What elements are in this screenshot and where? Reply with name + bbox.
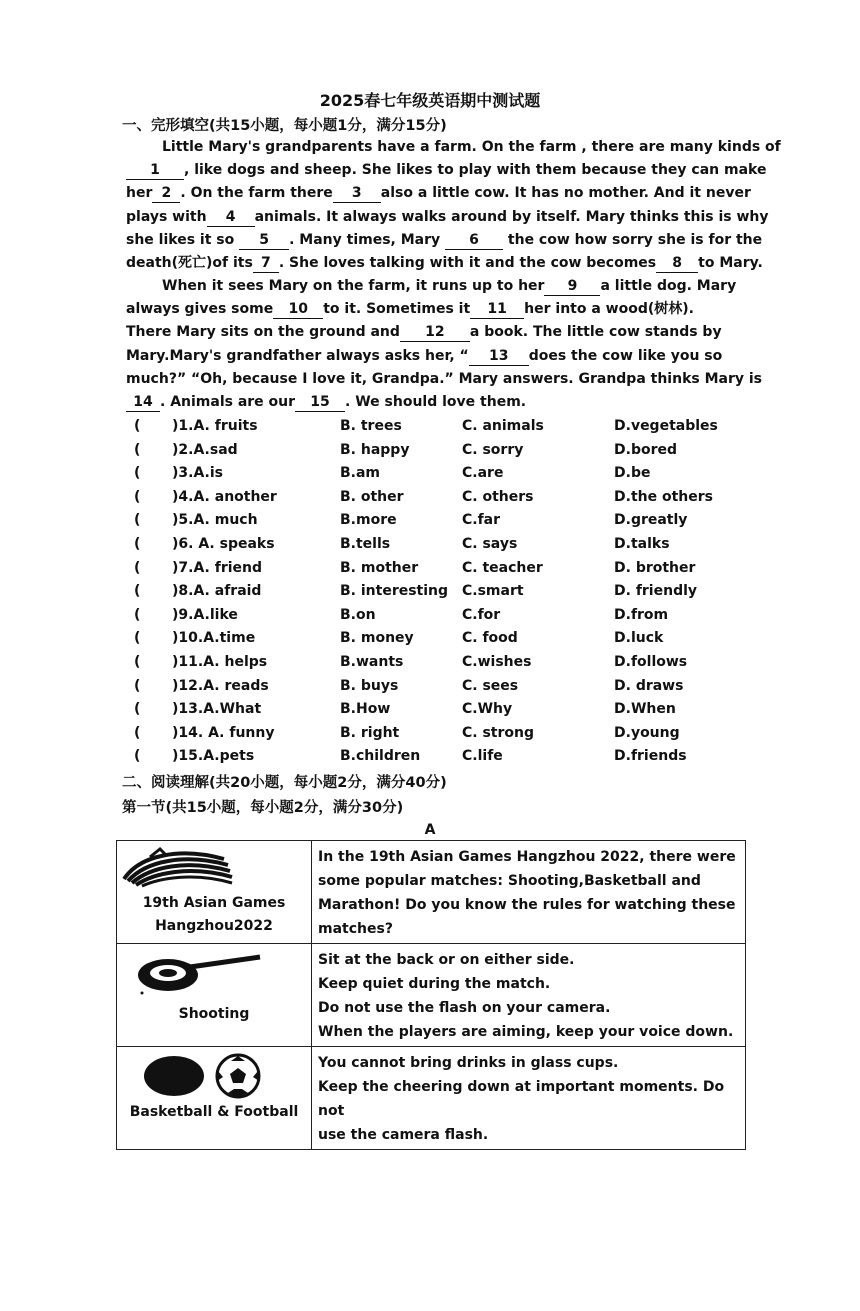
option-d: D. friendly [614,583,698,600]
passage-text: , like dogs and sheep. She likes to play with them because they can make [184,162,767,179]
asian-games-caption: Hangzhou2022 [155,918,273,934]
table-text-line: Keep the cheering down at important moments. Do not [318,1079,725,1119]
passage-text: also a little cow. It has no mother. And it never [380,185,751,202]
option-a: )5.A. much [172,512,258,529]
football-icon [217,1055,259,1097]
passage-letter: A [424,822,436,838]
option-row [134,442,754,466]
option-b: B. right [340,724,400,741]
option-b: B. other [340,488,404,505]
table-text-line: When the players are aiming, keep your voice down. [318,1024,734,1040]
passage-text: . On the farm there [180,185,333,202]
asian-games-logo-icon [120,845,240,889]
option-row [134,583,754,607]
passage-text: to it. Sometimes it [323,301,471,318]
blank-15: 15 [295,393,345,412]
shooting-caption: Shooting [178,1006,250,1022]
blank-11: 11 [470,300,524,319]
option-row [134,512,754,536]
asian-games-caption: 19th Asian Games [142,895,286,911]
shooting-cell [117,944,312,1047]
option-c: C.far [462,512,501,529]
blank-7: 7 [253,254,279,273]
passage-text: the cow how sorry she is for the [507,231,763,248]
option-c: C. says [462,535,518,552]
option-c: C. animals [462,418,544,434]
option-a: )15.A.pets [172,748,255,765]
option-a: )7.A. friend [172,559,263,576]
blank-3: 3 [333,184,381,203]
table-text-line: Marathon! Do you know the rules for watching these [318,897,736,913]
shooting-target-icon [128,949,268,999]
option-d: D.vegetables [614,418,718,434]
answer-paren: ( [134,701,141,718]
passage-line: Little Mary's grandparents have a farm. On the farm , there are many kinds of [162,139,781,155]
blank-1: 1 [126,161,184,180]
blank-14: 14 [126,393,160,412]
option-a: )12.A. reads [172,677,269,694]
option-d: D.young [614,724,680,741]
ball-games-rules-cell [312,1047,746,1150]
option-row [134,489,754,513]
option-a: )13.A.What [172,701,262,718]
option-b: B. trees [340,418,402,434]
answer-paren: ( [134,465,141,482]
table-text-line: You cannot bring drinks in glass cups. [318,1055,619,1071]
option-a: )1.A. fruits [172,418,258,434]
option-d: D.friends [614,748,687,765]
option-b: B.am [340,465,381,482]
option-c: C. strong [462,724,535,741]
blank-5: 5 [239,231,289,250]
option-a: )2.A.sad [172,441,238,458]
table-text-line: In the 19th Asian Games Hangzhou 2022, there were [318,849,736,865]
option-c: C. sees [462,677,519,694]
option-c: C.smart [462,583,524,600]
option-a: )9.A.like [172,606,238,623]
option-d: D.talks [614,535,670,552]
option-row [134,748,754,772]
blank-9: 9 [544,277,600,296]
option-d: D. draws [614,677,684,694]
option-a: )10.A.time [172,630,256,647]
option-c: C. sorry [462,441,524,458]
section1-heading: 一、完形填空(共15小题，每小题1分，满分15分) [122,118,447,134]
option-c: C.are [462,465,504,482]
answer-paren: ( [134,653,141,670]
blank-13: 13 [469,347,529,366]
page-title: 2025春七年级英语期中测试题 [319,91,541,110]
option-a: )8.A. afraid [172,583,262,600]
table-text-line: Do not use the flash on your camera. [318,1000,611,1016]
blank-2: 2 [152,184,180,203]
option-b: B. money [340,630,414,647]
answer-paren: ( [134,418,141,434]
option-row [134,725,754,749]
option-c: C. teacher [462,559,543,576]
ball-games-caption: Basketball & Football [129,1104,299,1120]
option-c: C.Why [462,701,513,718]
passage-text: much?” “Oh, because I love it, Grandpa.” Mary answers. Grandpa thinks Mary is [126,370,763,387]
table-text-line: Sit at the back or on either side. [318,952,575,968]
answer-paren: ( [134,630,141,647]
passage-text: death(死亡)of its [126,254,253,271]
answer-paren: ( [134,748,141,765]
answer-options [134,418,754,772]
option-a: )14. A. funny [172,724,275,741]
passage-text: . Animals are our [160,393,296,410]
section2-heading: 二、阅读理解(共20小题，每小题2分，满分40分) [122,775,447,791]
option-d: D.from [614,606,669,623]
option-b: B.wants [340,653,404,670]
passage-text: does the cow like you so [528,347,723,364]
option-c: C.for [462,606,501,623]
blank-8: 8 [656,254,698,273]
option-row [134,654,754,678]
option-b: B.on [340,606,376,623]
option-a: )4.A. another [172,488,277,505]
passage-text: her into a wood(树林). [524,301,694,318]
table-row [117,944,746,1047]
option-row [134,465,754,489]
passage-text: Mary.Mary's grandfather always asks her, “ [126,347,469,364]
option-row [134,560,754,584]
passage-text: There Mary sits on the ground and [126,324,400,341]
option-c: C.wishes [462,653,532,670]
passage-text: a book. The little cow stands by [469,324,722,341]
answer-paren: ( [134,559,141,576]
passage-text: . She loves talking with it and the cow becomes [278,254,657,271]
asian-games-cell [117,841,312,944]
option-c: C.life [462,748,503,765]
table-text-line: some popular matches: Shooting,Basketball and [318,873,701,889]
passage-text: animals. It always walks around by itself. Mary thinks this is why [254,208,769,225]
answer-paren: ( [134,724,141,741]
passage-text: . Many times, Mary [289,231,441,248]
table-row [117,1047,746,1150]
option-b: B. mother [340,559,419,576]
answer-paren: ( [134,512,141,529]
answer-paren: ( [134,583,141,600]
passage-text: always gives some [126,301,274,318]
option-a: )11.A. helps [172,653,268,670]
table-row [117,841,746,944]
option-row [134,678,754,702]
option-b: B.tells [340,535,391,552]
option-row [134,536,754,560]
answer-paren: ( [134,677,141,694]
blank-4: 4 [207,208,255,227]
option-c: C. others [462,488,534,505]
option-a: )6. A. speaks [172,535,275,552]
section2-subheading: 第一节(共15小题，每小题2分，满分30分) [122,800,404,816]
option-row [134,418,754,442]
rules-table [116,840,746,1150]
option-b: B.more [340,512,397,529]
option-d: D. brother [614,559,696,576]
basketball-football-icon [142,1053,282,1099]
answer-paren: ( [134,441,141,458]
option-d: D.be [614,465,651,482]
option-d: D.greatly [614,512,688,529]
option-d: D.the others [614,488,713,505]
intro-text-cell [312,841,746,944]
table-text-line: Keep quiet during the match. [318,976,551,992]
option-b: B.How [340,701,391,718]
table-text-line: matches? [318,921,393,937]
shooting-rules-cell [312,944,746,1047]
option-d: D.follows [614,653,688,670]
option-d: D.bored [614,441,677,458]
option-row [134,701,754,725]
answer-paren: ( [134,488,141,505]
passage-text: When it sees Mary on the farm, it runs up to her [162,278,545,294]
ball-games-cell [117,1047,312,1150]
answer-paren: ( [134,606,141,623]
passage-text: plays with [126,208,207,225]
option-d: D.luck [614,630,664,647]
option-a: )3.A.is [172,465,224,482]
cloze-paragraph-2 [126,275,763,414]
answer-paren: ( [134,535,141,552]
blank-10: 10 [273,300,323,319]
option-b: B.children [340,748,421,765]
passage-text: a little dog. Mary [600,278,737,294]
option-b: B. interesting [340,583,449,600]
basketball-icon [144,1056,204,1096]
passage-text: . We should love them. [345,393,527,410]
option-d: D.When [614,701,676,718]
option-row [134,607,754,631]
option-b: B. buys [340,677,399,694]
option-c: C. food [462,630,518,647]
passage-text: she likes it so [126,231,235,248]
option-row [134,630,754,654]
passage-text: her [126,185,153,202]
passage-text: to Mary. [698,254,763,271]
table-text-line: use the camera flash. [318,1127,489,1143]
option-b: B. happy [340,441,410,458]
blank-6: 6 [445,231,503,250]
cloze-paragraph-1 [126,136,781,275]
blank-12: 12 [400,323,470,342]
